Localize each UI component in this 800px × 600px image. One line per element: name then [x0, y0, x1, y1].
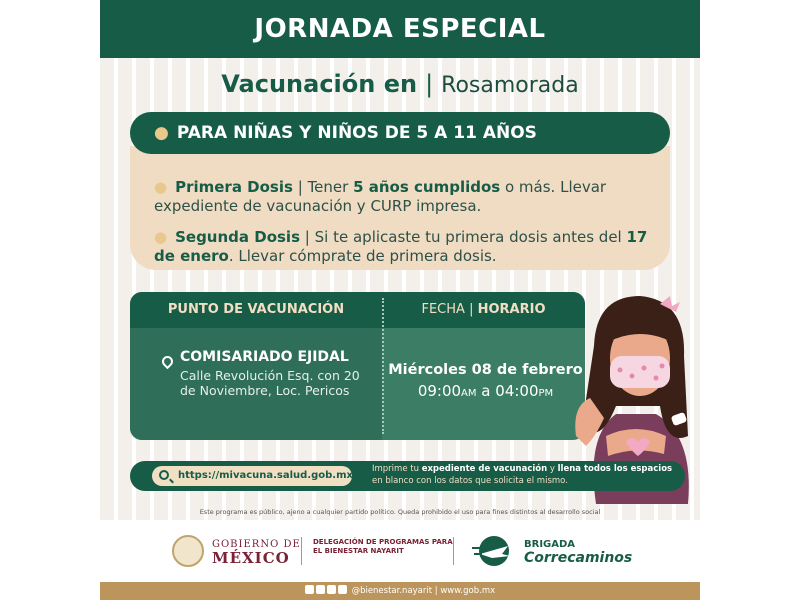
bullet-icon: ● — [154, 178, 168, 196]
gobierno-label: GOBIERNO DE — [212, 539, 301, 550]
correcaminos-label: Correcaminos — [524, 550, 633, 566]
requirements-box — [130, 146, 670, 270]
note-c: y — [549, 464, 555, 474]
footer-divider — [453, 537, 454, 565]
vaccination-date: Miércoles 08 de febrero — [388, 362, 583, 378]
header-banner — [100, 0, 700, 58]
requirement-second-dose — [154, 228, 648, 266]
title-place: Rosamorada — [441, 73, 579, 98]
column-divider — [382, 298, 384, 434]
site-right-header — [382, 292, 585, 328]
note-d: llena todos los espacios — [557, 464, 673, 474]
twitter-icon[interactable] — [316, 585, 325, 594]
vaccine-url: https://mivacuna.salud.gob.mx/ — [178, 470, 357, 481]
note-b: expediente de vacunación — [421, 464, 548, 474]
brigada-label: BRIGADA — [524, 539, 576, 550]
website-link[interactable]: www.gob.mx — [440, 586, 496, 596]
first-dose-bold: 5 años cumplidos — [353, 178, 501, 196]
mexico-label: MÉXICO — [212, 549, 290, 567]
second-dose-bold: 17 de enero — [154, 228, 648, 265]
first-dose-sep: | — [297, 178, 303, 196]
url-bar — [130, 461, 685, 491]
mexico-seal-icon — [172, 535, 204, 567]
footer-logos — [100, 520, 700, 582]
instagram-icon[interactable] — [327, 585, 336, 594]
social-footer — [100, 582, 700, 600]
youtube-icon[interactable] — [338, 585, 347, 594]
horario-label: HORARIO — [477, 302, 546, 317]
site-address: Calle Revolución Esq. con 20 de Noviembre, Loc. Pericos — [180, 368, 360, 398]
second-dose-heading: Segunda Dosis — [175, 228, 301, 246]
time-start: 09:00 — [417, 382, 462, 400]
legal-disclaimer: Este programa es público, ajeno a cualquier partido político. Queda prohibido el uso para fines distintos al desarrollo social — [199, 508, 601, 516]
fecha-label: FECHA — [421, 302, 465, 317]
facebook-icon[interactable] — [305, 585, 314, 594]
bullet-icon: ● — [154, 228, 168, 246]
site-name: COMISARIADO EJIDAL — [180, 349, 349, 365]
footer-divider — [301, 537, 302, 565]
event-title — [100, 66, 700, 104]
second-dose-text-b: . Llevar cómprate de primera dosis. — [228, 247, 497, 265]
delegation-label: DELEGACIÓN DE PROGRAMAS PARA EL BIENESTAR NAYARIT — [313, 538, 453, 555]
header-separator: | — [469, 302, 474, 317]
header-title: JORNADA ESPECIAL — [254, 14, 546, 44]
age-banner — [130, 112, 670, 154]
time-end: 04:00 — [495, 382, 539, 400]
pm-label: PM — [538, 388, 554, 399]
site-left-header: PUNTO DE VACUNACIÓN — [167, 302, 345, 317]
second-dose-text-a: Si te aplicaste tu primera dosis antes del — [314, 228, 622, 246]
url-instructions — [372, 463, 677, 487]
vaccination-site-card — [130, 292, 585, 440]
first-dose-heading: Primera Dosis — [175, 178, 293, 196]
second-dose-sep: | — [304, 228, 310, 246]
title-separator: | — [425, 70, 434, 98]
note-a: Imprime tu — [372, 464, 419, 474]
note-e: en blanco con los datos que solicita el mismo. — [372, 476, 568, 486]
age-banner-text: PARA NIÑAS Y NIÑOS DE 5 A 11 AÑOS — [176, 123, 537, 143]
vaccine-url-link[interactable] — [152, 466, 357, 486]
time-connector: a — [481, 382, 491, 400]
requirement-first-dose — [154, 178, 648, 216]
roadrunner-logo-icon — [472, 534, 516, 568]
search-icon — [159, 470, 169, 480]
first-dose-text-a: Tener — [307, 178, 349, 196]
am-label: AM — [461, 388, 477, 399]
first-dose-text-b: o más. Llevar expediente de vacunación y CURP impresa. — [154, 178, 607, 215]
bullet-icon: ● — [154, 123, 169, 143]
poster — [100, 0, 700, 600]
footer-sep: | — [434, 586, 438, 596]
social-handle[interactable]: @bienestar.nayarit — [351, 586, 433, 596]
title-prefix: Vacunación en — [221, 70, 418, 98]
